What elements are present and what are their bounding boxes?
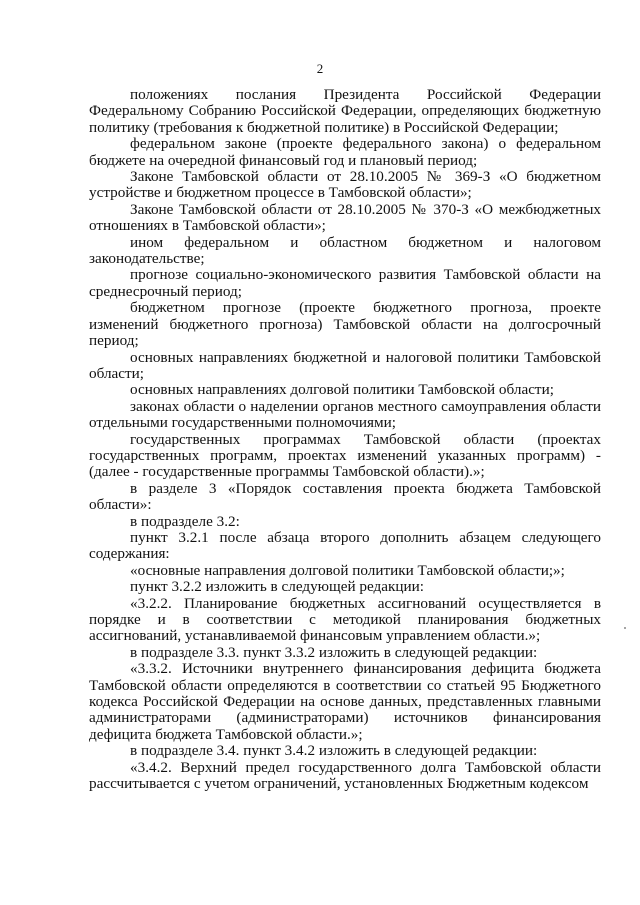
paragraph-socioeconomic-forecast: прогнозе социально-экономического развития Тамбовской области на среднесрочный период; <box>89 266 601 300</box>
paragraph-president-address: положениях послания Президента Российской Федерации Федеральному Собранию Российской Федерации, определяющих бюджетную политику (требования к бюджетной политике) в Российской Федерации; <box>89 86 601 136</box>
paragraph-budget-forecast: бюджетном прогнозе (проекте бюджетного прогноза, проекте изменений бюджетного прогноза) Тамбовской области на долгосрочный период; <box>89 299 601 350</box>
paragraph-subsection-3-2: в подразделе 3.2: <box>130 512 240 530</box>
paragraph-item-3-2-2: пункт 3.2.2 изложить в следующей редакции: <box>130 578 424 596</box>
paragraph-regional-laws: законах области о наделении органов местного самоуправления области отдельными государственными полномочиями; <box>89 397 601 432</box>
paragraph-item-3-4-2-text: «3.4.2. Верхний предел государственного долга Тамбовской области рассчитывается с учетом ограничений, установленных Бюджетным кодексом <box>89 758 601 793</box>
paragraph-item-3-2-1: пункт 3.2.1 после абзаца второго дополнить абзацем следующего содержания: <box>89 528 601 563</box>
paragraph-item-3-2-2-text: «3.2.2. Планирование бюджетных ассигнований осуществляется в порядке и в соответствии с методикой планирования бюджетных ассигнований, устанавливаемой финансовым управлением области.»; <box>89 594 601 645</box>
paragraph-law-369: Законе Тамбовской области от 28.10.2005 № 369-З «О бюджетном устройстве и бюджетном процессе в Тамбовской области»; <box>89 168 601 202</box>
paragraph-subsection-3-4: в подразделе 3.4. пункт 3.4.2 изложить в следующей редакции: <box>130 742 538 760</box>
paragraph-item-3-3-2-text: «3.3.2. Источники внутреннего финансирования дефицита бюджета Тамбовской области определяются в соответствии со статьей 95 Бюджетного кодекса Российской Федерации на основе данных, представленных главными администраторами (администраторами) источников финансирования дефицита бюджета Тамбовской области.»; <box>89 660 601 743</box>
paragraph-debt-policy: основных направлениях долговой политики Тамбовской области; <box>130 381 554 399</box>
paragraph-budget-tax-policy: основных направлениях бюджетной и налоговой политики Тамбовской области; <box>89 348 601 382</box>
paragraph-state-programs: государственных программах Тамбовской области (проектах государственных программ, проектах изменений указанных программ) - (далее - государственные программы Тамбовской области).»; <box>89 430 601 481</box>
paragraph-section-3: в разделе 3 «Порядок составления проекта бюджета Тамбовской области»: <box>89 479 601 514</box>
scan-speck <box>624 627 626 629</box>
paragraph-law-370: Законе Тамбовской области от 28.10.2005 № 370-З «О межбюджетных отношениях в Тамбовской области»; <box>89 200 601 235</box>
document-body <box>89 87 601 792</box>
page-number: 2 <box>316 61 324 76</box>
paragraph-federal-budget-law: федеральном законе (проекте федерального закона) о федеральном бюджете на очередной финансовый год и плановый период; <box>89 135 601 169</box>
paragraph-subsection-3-3: в подразделе 3.3. пункт 3.3.2 изложить в следующей редакции: <box>130 643 538 661</box>
paragraph-debt-policy-quote: «основные направления долговой политики Тамбовской области;»; <box>130 561 565 579</box>
paragraph-other-legislation: ином федеральном и областном бюджетном и налоговом законодательстве; <box>89 233 601 268</box>
